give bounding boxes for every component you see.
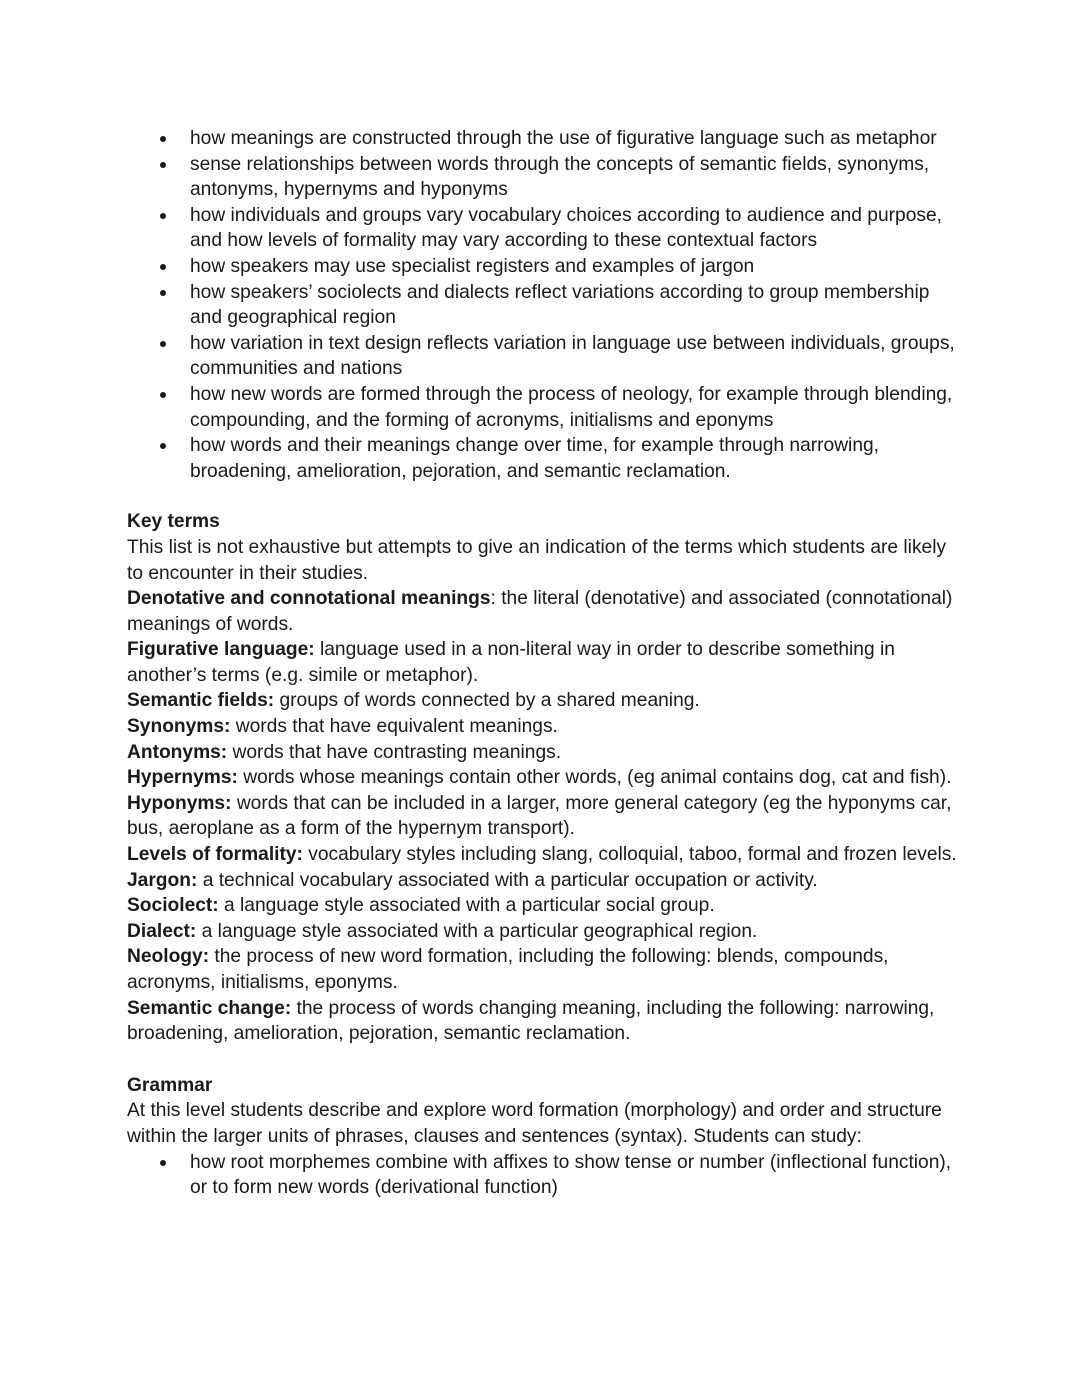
list-item: how new words are formed through the process of neology, for example through blending, compounding, and the forming of acronyms, initialisms and eponyms [190,382,957,433]
list-item: how meanings are constructed through the use of figurative language such as metaphor [190,126,957,152]
grammar-heading: Grammar [127,1074,213,1096]
bullet-icon [160,443,166,449]
grammar-intro: At this level students describe and explore word formation (morphology) and order and structure within the larger units of phrases, clauses and sentences (syntax). Students can study: [127,1100,942,1147]
bullet-icon [160,290,166,296]
term-entry: Semantic change: the process of words changing meaning, including the following: narrowing, broadening, amelioration, pejoration, semantic reclamation. [127,997,935,1045]
term-entry: Jargon: a technical vocabulary associated with a particular occupation or activity. [127,869,818,891]
term-entry: Antonyms: words that have contrasting meanings. [127,741,562,763]
bullet-icon [160,1160,166,1166]
term-entry: Sociolect: a language style associated with a particular social group. [127,895,715,917]
document-page [127,126,957,1201]
key-terms-section [127,509,957,1046]
key-terms-list [127,586,957,1047]
list-item: sense relationships between words through the concepts of semantic fields, synonyms, antonyms, hypernyms and hyponyms [190,152,957,203]
list-item: how speakers’ sociolects and dialects reflect variations according to group membership and geographical region [190,280,957,331]
list-item: how speakers may use specialist registers and examples of jargon [190,254,957,280]
term-entry: Semantic fields: groups of words connected by a shared meaning. [127,690,700,712]
term-entry: Dialect: a language style associated with a particular geographical region. [127,920,758,942]
term-entry: Denotative and connotational meanings: the literal (denotative) and associated (connotational) meanings of words. [127,588,953,635]
key-terms-heading: Key terms [127,511,220,533]
intro-bullet-list [127,126,957,484]
term-entry: Levels of formality: vocabulary styles including slang, colloquial, taboo, formal and frozen levels. [127,844,957,866]
bullet-icon [160,213,166,219]
bullet-icon [160,162,166,168]
list-item: how variation in text design reflects variation in language use between individuals, groups, communities and nations [190,331,957,382]
term-entry: Hyponyms: words that can be included in a larger, more general category (eg the hyponyms car, bus, aeroplane as a form of the hypernym transport). [127,792,952,840]
term-entry: Hypernyms: words whose meanings contain other words, (eg animal contains dog, cat and fish). [127,767,952,789]
term-entry: Neology: the process of new word formation, including the following: blends, compounds, acronyms, initialisms, eponyms. [127,946,889,993]
key-terms-intro: This list is not exhaustive but attempts to give an indication of the terms which students are likely to encounter in their studies. [127,536,947,584]
term-entry: Figurative language: language used in a non-literal way in order to describe something in another’s terms (e.g. simile or metaphor). [127,639,895,686]
term-entry: Synonyms: words that have equivalent meanings. [127,716,558,738]
bullet-icon [160,136,166,142]
grammar-bullet-list [127,1150,957,1201]
grammar-section [127,1073,957,1201]
bullet-icon [160,264,166,270]
list-item: how words and their meanings change over time, for example through narrowing, broadening, amelioration, pejoration, and semantic reclamation. [190,433,957,484]
list-item: how root morphemes combine with affixes to show tense or number (inflectional function), or to form new words (derivational function) [190,1150,957,1201]
bullet-icon [160,392,166,398]
list-item: how individuals and groups vary vocabulary choices according to audience and purpose, and how levels of formality may vary according to these contextual factors [190,203,957,254]
bullet-icon [160,341,166,347]
